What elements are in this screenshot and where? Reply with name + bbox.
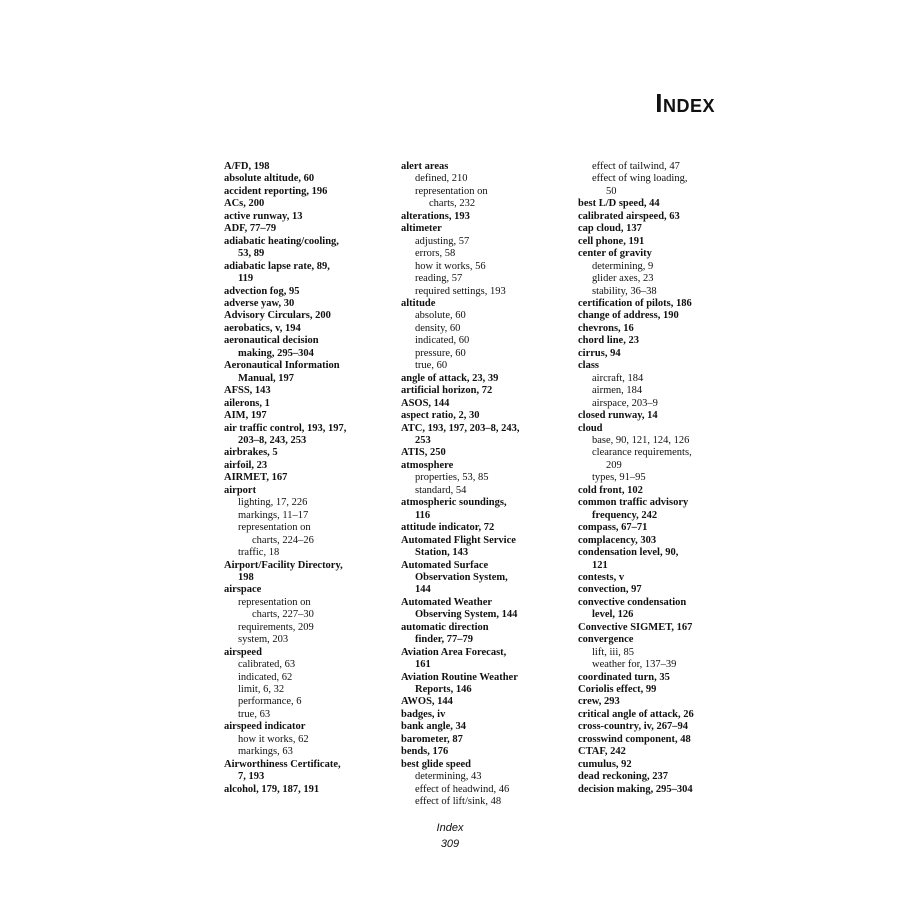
index-entry: 50: [606, 185, 617, 197]
index-entry: Automated Flight Service: [401, 534, 516, 546]
index-entry: absolute, 60: [415, 310, 466, 322]
index-entry: adiabatic heating/cooling,: [224, 235, 339, 247]
index-entry: aerobatics, v, 194: [224, 322, 301, 334]
index-entry: crosswind component, 48: [578, 733, 691, 745]
index-entry: aircraft, 184: [592, 372, 644, 384]
index-entry: pressure, 60: [415, 347, 466, 359]
index-entry: barometer, 87: [401, 733, 463, 745]
index-entry: cell phone, 191: [578, 235, 645, 247]
index-entry: Observation System,: [415, 571, 508, 583]
index-entry: cross-country, iv, 267–94: [578, 721, 689, 733]
index-entry: airspace: [224, 584, 262, 596]
index-entry: effect of tailwind, 47: [592, 161, 680, 172]
footer-label: Index: [436, 822, 464, 834]
index-entry: alterations, 193: [401, 210, 470, 222]
index-entry: 116: [415, 509, 431, 521]
index-entry: charts, 232: [429, 198, 476, 210]
index-entry: 53, 89: [238, 248, 265, 260]
index-entry: condensation level, 90,: [578, 547, 679, 559]
index-entry: ailerons, 1: [224, 397, 270, 409]
index-entry: ACs, 200: [224, 198, 265, 210]
index-entry: airmen, 184: [592, 385, 643, 397]
index-entry: contests, v: [578, 571, 625, 583]
index-entry: airfoil, 23: [224, 459, 268, 471]
index-entry: Automated Weather: [401, 596, 493, 608]
index-entry: lift, iii, 85: [592, 646, 634, 658]
index-entry: adjusting, 57: [415, 235, 470, 247]
index-entry: convective condensation: [578, 596, 687, 608]
index-entry: airport: [224, 484, 257, 496]
index-entry: AWOS, 144: [401, 696, 453, 708]
index-entry: center of gravity: [578, 248, 652, 260]
index-entry: dead reckoning, 237: [578, 771, 668, 783]
index-entry: alcohol, 179, 187, 191: [224, 783, 320, 795]
index-entry: traffic, 18: [238, 547, 280, 559]
index-entry: markings, 11–17: [238, 509, 309, 521]
index-entry: absolute altitude, 60: [224, 173, 315, 185]
index-entry: required settings, 193: [415, 285, 506, 297]
page-title: Index: [655, 88, 715, 118]
index-entry: clearance requirements,: [592, 447, 692, 459]
index-entry: representation on: [415, 185, 488, 197]
index-entry: standard, 54: [415, 484, 467, 496]
index-entry: best glide speed: [401, 758, 472, 770]
index-entry: Station, 143: [415, 547, 469, 559]
index-entry: glider axes, 23: [592, 273, 654, 285]
index-entry: calibrated, 63: [238, 659, 296, 671]
index-entry: badges, iv: [401, 708, 446, 720]
index-entry: effect of headwind, 46: [415, 783, 510, 795]
index-entry: cloud: [578, 422, 603, 434]
index-entry: adverse yaw, 30: [224, 297, 295, 309]
index-entry: system, 203: [238, 634, 289, 646]
index-entry: decision making, 295–304: [578, 783, 693, 795]
index-entry: stability, 36–38: [592, 285, 657, 297]
index-entry: cirrus, 94: [578, 347, 621, 359]
index-entry: indicated, 62: [238, 671, 293, 683]
index-entry: change of address, 190: [578, 310, 679, 322]
index-entry: Advisory Circulars, 200: [224, 310, 331, 322]
index-entry: atmosphere: [401, 459, 454, 471]
page-number: 309: [440, 838, 460, 850]
index-entry: Aviation Routine Weather: [401, 671, 518, 683]
index-entry: AIRMET, 167: [224, 472, 288, 484]
index-entry: Observing System, 144: [415, 609, 518, 621]
index-entry: aeronautical decision: [224, 335, 319, 347]
index-entry: airspeed indicator: [224, 721, 306, 733]
index-entry: 144: [415, 584, 431, 596]
index-entry: 198: [238, 571, 254, 583]
index-entry: crew, 293: [578, 696, 620, 708]
index-entry: level, 126: [592, 609, 634, 621]
index-entry: Aeronautical Information: [224, 360, 340, 372]
index-entry: calibrated airspeed, 63: [578, 210, 680, 222]
index-entry: compass, 67–71: [578, 522, 648, 534]
index-entry: ATIS, 250: [401, 447, 446, 459]
index-entry: chord line, 23: [578, 335, 639, 347]
index-entry: making, 295–304: [238, 347, 314, 359]
index-entry: finder, 77–79: [415, 634, 473, 646]
index-entry: true, 63: [238, 708, 271, 720]
index-entry: Manual, 197: [238, 372, 295, 384]
index-entry: types, 91–95: [592, 472, 646, 484]
index-entry: automatic direction: [401, 621, 489, 633]
index-entry: AIM, 197: [224, 410, 267, 422]
index-entry: 253: [415, 434, 431, 446]
index-entry: density, 60: [415, 322, 461, 334]
index-entry: representation on: [238, 596, 311, 608]
index-entry: complacency, 303: [578, 534, 657, 546]
index-entry: 209: [606, 459, 622, 471]
index-entry: Aviation Area Forecast,: [401, 646, 507, 658]
index-entry: altimeter: [401, 223, 442, 235]
index-entry: attitude indicator, 72: [401, 522, 495, 534]
index-entry: ASOS, 144: [401, 397, 450, 409]
index-entry: adiabatic lapse rate, 89,: [224, 260, 330, 272]
index-entry: ATC, 193, 197, 203–8, 243,: [401, 422, 520, 434]
index-entry: class: [578, 360, 599, 372]
index-entry: cold front, 102: [578, 484, 643, 496]
index-entry: true, 60: [415, 360, 448, 372]
index-entry: bends, 176: [401, 746, 449, 758]
index-entry: limit, 6, 32: [238, 684, 285, 696]
index-entry: ADF, 77–79: [224, 223, 277, 235]
index-entry: lighting, 17, 226: [238, 497, 308, 509]
index-entry: best L/D speed, 44: [578, 198, 660, 210]
index-entry: certification of pilots, 186: [578, 297, 692, 309]
index-entry: artificial horizon, 72: [401, 385, 493, 397]
index-entry: coordinated turn, 35: [578, 671, 670, 683]
index-entry: cap cloud, 137: [578, 223, 642, 235]
index-entry: Airworthiness Certificate,: [224, 758, 341, 770]
index-entry: performance, 6: [238, 696, 302, 708]
index-entry: altitude: [401, 297, 436, 309]
index-entry: determining, 43: [415, 771, 482, 783]
index-entry: atmospheric soundings,: [401, 497, 507, 509]
index-entry: chevrons, 16: [578, 322, 634, 334]
index-entry: airspeed: [224, 646, 262, 658]
index-entry: charts, 224–26: [252, 534, 314, 546]
index-entry: Coriolis effect, 99: [578, 684, 657, 696]
index-entry: Automated Surface: [401, 559, 489, 571]
index-entry: errors, 58: [415, 248, 456, 260]
index-column-1: [224, 161, 374, 796]
index-entry: aspect ratio, 2, 30: [401, 410, 480, 422]
index-entry: effect of wing loading,: [592, 173, 688, 185]
index-entry: defined, 210: [415, 173, 468, 185]
index-entry: requirements, 209: [238, 621, 314, 633]
index-entry: airspace, 203–9: [592, 397, 658, 409]
index-entry: weather for, 137–39: [592, 659, 677, 671]
index-entry: Convective SIGMET, 167: [578, 621, 693, 633]
index-entry: indicated, 60: [415, 335, 470, 347]
index-entry: convergence: [578, 634, 634, 646]
index-column-2: [401, 161, 556, 809]
index-entry: charts, 227–30: [252, 609, 314, 621]
index-entry: bank angle, 34: [401, 721, 467, 733]
index-entry: representation on: [238, 522, 311, 534]
index-entry: active runway, 13: [224, 210, 303, 222]
index-entry: reading, 57: [415, 273, 463, 285]
index-entry: CTAF, 242: [578, 746, 626, 758]
index-entry: 7, 193: [238, 771, 265, 783]
index-entry: frequency, 242: [592, 509, 658, 521]
index-entry: determining, 9: [592, 260, 654, 272]
index-column-3: [578, 161, 738, 796]
index-entry: 121: [592, 559, 608, 571]
index-entry: airbrakes, 5: [224, 447, 278, 459]
index-entry: effect of lift/sink, 48: [415, 796, 502, 808]
index-entry: properties, 53, 85: [415, 472, 489, 484]
index-entry: A/FD, 198: [224, 161, 270, 172]
index-entry: convection, 97: [578, 584, 642, 596]
index-entry: alert areas: [401, 161, 449, 172]
index-entry: cumulus, 92: [578, 758, 632, 770]
index-entry: 203–8, 243, 253: [238, 434, 307, 446]
index-entry: critical angle of attack, 26: [578, 708, 694, 720]
index-entry: Reports, 146: [415, 684, 472, 696]
index-entry: 119: [238, 273, 254, 285]
index-entry: Airport/Facility Directory,: [224, 559, 343, 571]
index-entry: AFSS, 143: [224, 385, 271, 397]
index-entry: air traffic control, 193, 197,: [224, 422, 347, 434]
index-entry: angle of attack, 23, 39: [401, 372, 499, 384]
index-entry: 161: [415, 659, 431, 671]
index-entry: how it works, 56: [415, 260, 486, 272]
index-entry: markings, 63: [238, 746, 293, 758]
index-entry: common traffic advisory: [578, 497, 689, 509]
index-entry: how it works, 62: [238, 733, 309, 745]
index-entry: accident reporting, 196: [224, 185, 328, 197]
index-entry: advection fog, 95: [224, 285, 300, 297]
index-entry: closed runway, 14: [578, 410, 658, 422]
index-entry: base, 90, 121, 124, 126: [592, 434, 690, 446]
